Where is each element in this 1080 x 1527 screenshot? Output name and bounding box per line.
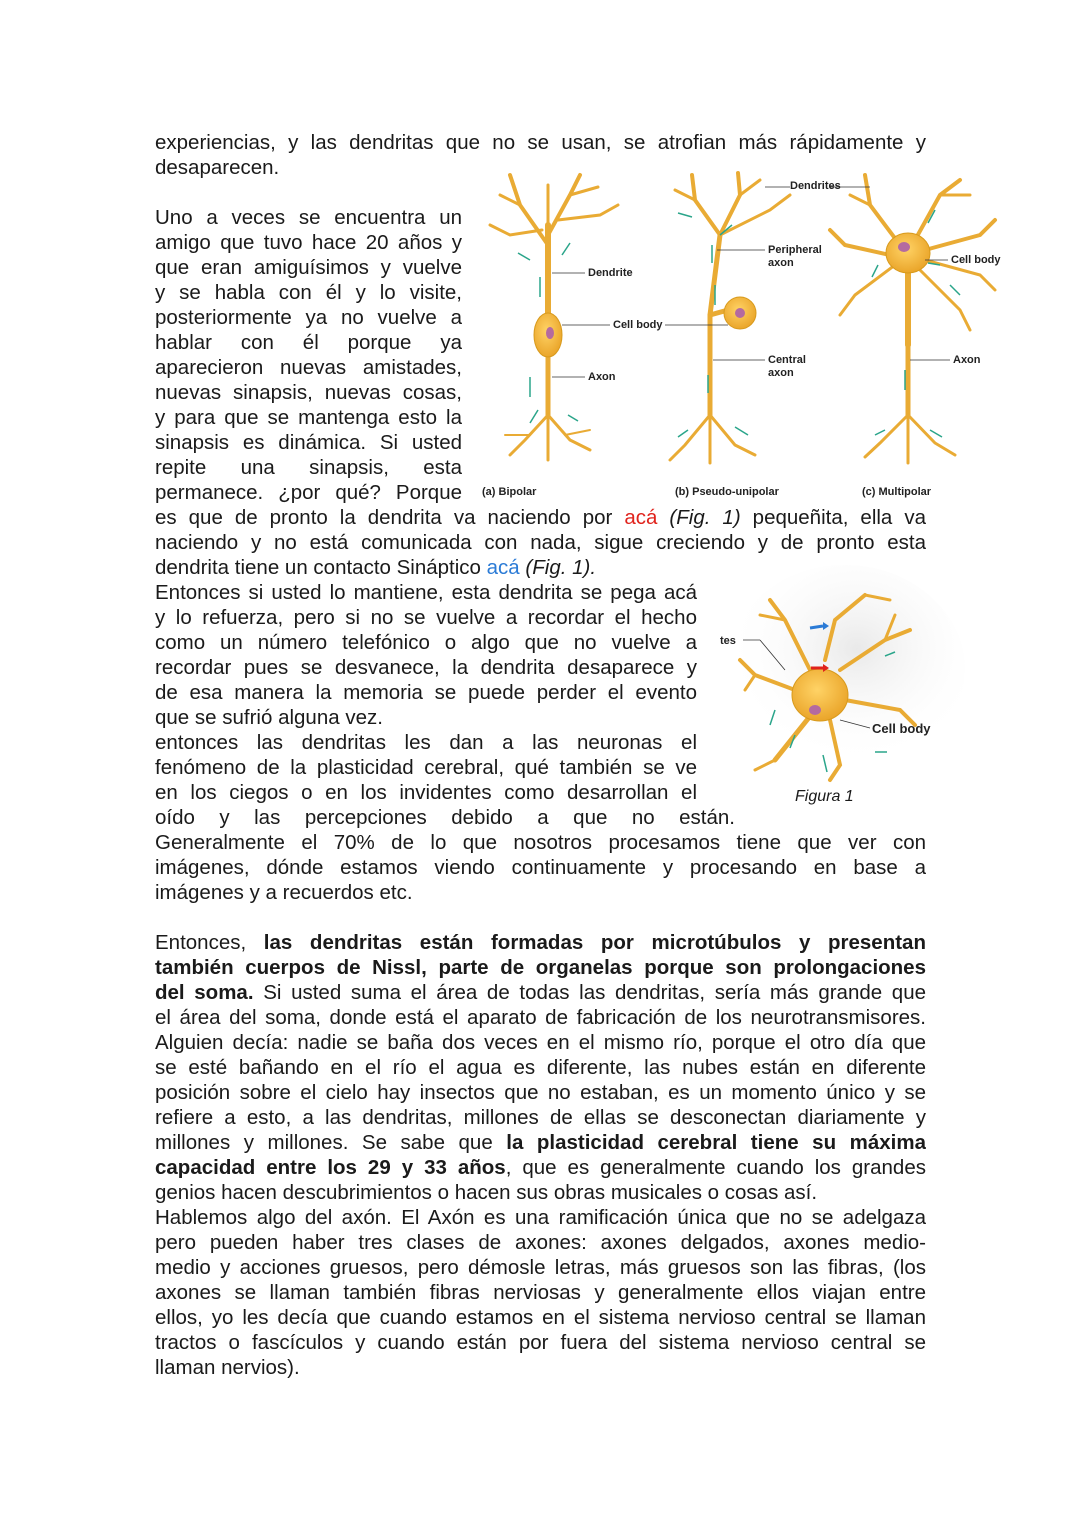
neuron-types-figure <box>470 165 1010 505</box>
text-line: se esté bañando en el río el agua es diferente, las nubes están en diferente <box>155 1056 926 1079</box>
text-line <box>155 980 926 1005</box>
text-line: oído y las percepciones debido a que no están. <box>155 806 735 829</box>
text-span: Si usted suma el área de todas las dendritas, sería más grande que <box>263 981 926 1004</box>
label-axon-c: Axon <box>953 354 981 366</box>
text-line: Uno a veces se encuentra un <box>155 206 462 229</box>
label-dendrites: Dendrites <box>790 180 841 192</box>
text-line: sinapsis es dinámica. Si usted <box>155 431 462 454</box>
highlight-red: acá <box>624 506 658 529</box>
text-line: ellos, yo les decía que cuando estamos en el sistema nervioso central se llaman <box>155 1306 926 1329</box>
nucleus-bipolar <box>546 327 554 339</box>
text-line: naciendo y no está comunicada con nada, sigue creciendo y de pronto esta <box>155 531 926 554</box>
bold-span: la plasticidad cerebral tiene su máxima <box>506 1131 926 1154</box>
label-leaders <box>552 187 950 377</box>
caption-bipolar: (a) Bipolar <box>482 486 537 498</box>
label-axon-a: Axon <box>588 371 616 383</box>
text-line: fenómeno de la plasticidad cerebral, qué también se ve <box>155 756 697 779</box>
cell-body <box>792 669 848 721</box>
caption-multipolar: (c) Multipolar <box>862 486 932 498</box>
nucleus <box>809 705 821 715</box>
text-line: de esa manera la memoria se puede perder el evento <box>155 681 697 704</box>
text-line: también cuerpos de Nissl, parte de organelas porque son prolongaciones <box>155 956 926 979</box>
text-span: millones y millones. Se sabe que <box>155 1131 493 1154</box>
text-line: el área del soma, donde está el aparato de fabricación de los neurotransmisores. <box>155 1006 926 1029</box>
text-line: y lo refuerza, pero si no se vuelve a recordar el hecho <box>155 606 697 629</box>
text-line: llaman nervios). <box>155 1356 300 1379</box>
text-line: imágenes y a recuerdos etc. <box>155 881 413 904</box>
text-line: desaparecen. <box>155 156 280 179</box>
text-line <box>155 1155 926 1180</box>
text-line: experiencias, y las dendritas que no se usan, se atrofian más rápidamente y <box>155 131 926 154</box>
text-line: axones se llaman también fibras nerviosas y generalmente ellos viajan entre <box>155 1281 926 1304</box>
text-line: que eran amiguísimos y vuelve <box>155 256 462 279</box>
text-line: amigo que tuvo hace 20 años y <box>155 231 462 254</box>
text-line <box>155 930 926 955</box>
text-line: y se habla con él y lo visite, <box>155 281 462 304</box>
highlight-blue: acá <box>486 556 520 579</box>
nucleus-pseudo <box>735 308 745 318</box>
nucleus-multipolar <box>898 242 910 252</box>
text-line: Entonces si usted lo mantiene, esta dendrita se pega acá <box>155 581 697 604</box>
text-line: permanece. ¿por qué? Porque <box>155 481 462 504</box>
text-line: como un número telefónico o algo que no vuelve a <box>155 631 697 654</box>
label-central-axon-1: Central <box>768 354 806 366</box>
text-span: pequeñita, ella va <box>752 506 926 529</box>
text-line: Generalmente el 70% de lo que nosotros procesamos tiene que ver con <box>155 831 926 854</box>
bold-span: las dendritas están formadas por microtúbulos y presentan <box>263 931 926 954</box>
label-cell-body: Cell body <box>872 721 931 736</box>
text-line: aparecieron nuevas amistades, <box>155 356 462 379</box>
text-line: posteriormente ya no vuelve a <box>155 306 462 329</box>
label-cell-body-a: Cell body <box>613 319 663 331</box>
fig-ref: (Fig. 1). <box>525 556 597 579</box>
text-line: en los ciegos o en los invidentes como desarrollan el <box>155 781 697 804</box>
label-central-axon-2: axon <box>768 367 794 379</box>
text-line: imágenes, dónde estamos viendo continuamente y procesando en base a <box>155 856 926 879</box>
figure-background <box>725 565 965 775</box>
text-line: Alguien decía: nadie se baña dos veces en el mismo río, porque el otro día que <box>155 1031 926 1054</box>
label-peripheral-axon-2: axon <box>768 257 794 269</box>
text-line: posición sobre el cielo hay insectos que no estaban, es un momento único y se <box>155 1081 926 1104</box>
text-line: medio y acciones gruesos, pero démosle letras, más gruesos son las fibras, (los <box>155 1256 926 1279</box>
figura-1 <box>715 560 965 790</box>
label-peripheral-axon-1: Peripheral <box>768 244 822 256</box>
new-dendrite-arrow-blue <box>810 626 823 628</box>
label-dendrite: Dendrite <box>588 267 633 279</box>
cell-body-multipolar <box>886 233 930 273</box>
text-line: nuevas sinapsis, nuevas cosas, <box>155 381 462 404</box>
text-line: tractos o fascículos y cuando están por fuera del sistema nervioso central se <box>155 1331 926 1354</box>
bold-span: capacidad entre los 29 y 33 años <box>155 1156 506 1179</box>
text-span: es que de pronto la dendrita va naciendo por <box>155 506 613 529</box>
text-line <box>155 1130 926 1155</box>
text-line: y para que se mantenga esto la <box>155 406 462 429</box>
text-span: Entonces, <box>155 931 247 954</box>
label-tes: tes <box>720 635 736 647</box>
text-line: hablar con él porque ya <box>155 331 462 354</box>
text-line: que se sufrió alguna vez. <box>155 706 383 729</box>
text-span: dendrita tiene un contacto Sináptico <box>155 556 481 579</box>
text-line: recordar pues se desvanece, la dendrita desaparece y <box>155 656 697 679</box>
bold-span: del soma. <box>155 981 254 1004</box>
figure-caption: Figura 1 <box>795 788 854 805</box>
label-cell-body-c: Cell body <box>951 254 1001 266</box>
text-line: genios hacen descubrimientos o hacen sus obras musicales o cosas así. <box>155 1181 818 1204</box>
text-line: Hablemos algo del axón. El Axón es una ramificación única que no se adelgaza <box>155 1206 926 1229</box>
text-span: , que es generalmente cuando los grandes <box>505 1156 926 1179</box>
text-line <box>155 555 697 580</box>
text-line: refiere a esto, a las dendritas, millones de ellas se desconectan diariamente y <box>155 1106 926 1129</box>
text-line: repite una sinapsis, esta <box>155 456 462 479</box>
caption-pseudo-unipolar: (b) Pseudo-unipolar <box>675 486 779 498</box>
text-line: pero pueden haber tres clases de axones: axones delgados, axones medio- <box>155 1231 926 1254</box>
text-line: entonces las dendritas les dan a las neuronas el <box>155 731 697 754</box>
fig-ref: (Fig. 1) <box>669 506 741 529</box>
text-line <box>155 505 926 530</box>
